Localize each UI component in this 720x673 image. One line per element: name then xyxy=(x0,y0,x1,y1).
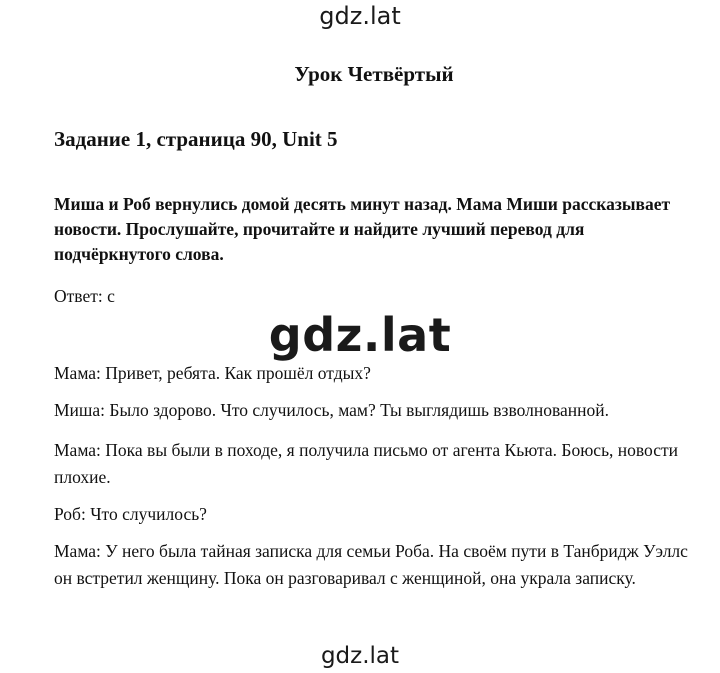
dialogue-line: Миша: Было здорово. Что случилось, мам? Ты выглядишь взволнованной. xyxy=(54,400,610,420)
task-heading: Задание 1, страница 90, Unit 5 xyxy=(54,127,338,151)
dialogue-line: Мама: У него была тайная записка для семьи Роба. На своём пути в Танбридж Уэллс он встретил женщину. Пока он разговаривал с женщиной, она украла записку. xyxy=(54,541,688,588)
lesson-title: Урок Четвёртый xyxy=(294,62,454,86)
dialogue-line: Мама: Пока вы были в походе, я получила письмо от агента Кьюта. Боюсь, новости плохие. xyxy=(54,440,679,487)
dialogue-line: Мама: Привет, ребята. Как прошёл отдых? xyxy=(54,363,371,383)
watermark-bottom: gdz.lat xyxy=(320,643,400,669)
watermark-middle: gdz.lat xyxy=(268,308,452,362)
answer-line: Ответ: c xyxy=(54,286,115,306)
watermark-top: gdz.lat xyxy=(319,2,401,30)
task-instruction: Миша и Роб вернулись домой десять минут назад. Мама Миши рассказывает новости. Прослушайте, прочитайте и найдите лучший перевод для подчёркнутого слова. xyxy=(54,194,671,264)
dialogue-line: Роб: Что случилось? xyxy=(54,504,207,524)
